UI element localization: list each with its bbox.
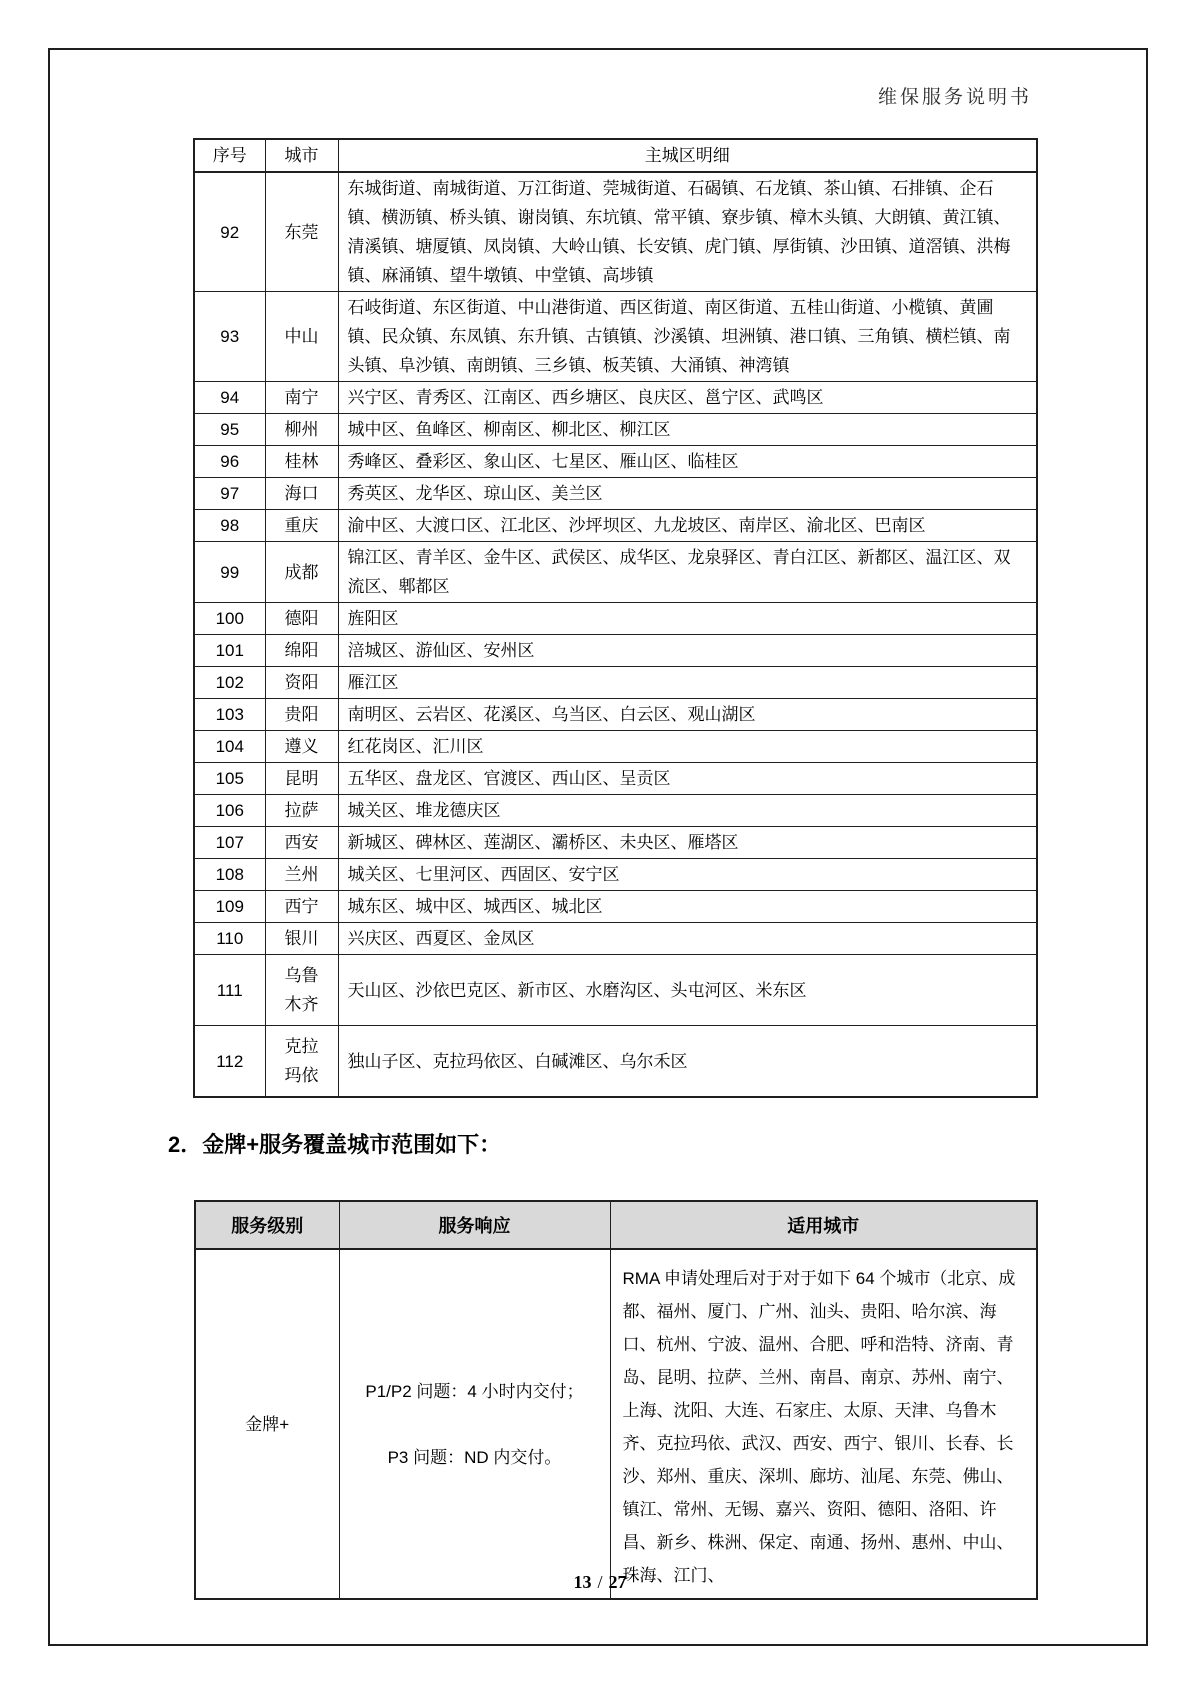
column-header-no: 序号 — [194, 139, 265, 172]
districts-cell: 新城区、碑林区、莲湖区、灞桥区、未央区、雁塔区 — [338, 827, 1037, 859]
row-number-cell: 103 — [194, 699, 265, 731]
districts-cell: 渝中区、大渡口区、江北区、沙坪坝区、九龙坡区、南岸区、渝北区、巴南区 — [338, 510, 1037, 542]
districts-cell: 旌阳区 — [338, 603, 1037, 635]
districts-cell: 兴宁区、青秀区、江南区、西乡塘区、良庆区、邕宁区、武鸣区 — [338, 382, 1037, 414]
column-header-applicable-cities: 适用城市 — [610, 1201, 1037, 1249]
table-row — [194, 292, 1037, 382]
table-row — [194, 635, 1037, 667]
footer-page-number: 13 — [573, 1572, 592, 1592]
districts-cell: 秀英区、龙华区、琼山区、美兰区 — [338, 478, 1037, 510]
city-name-cell: 拉萨 — [265, 795, 338, 827]
footer-total-pages: 27 — [608, 1572, 627, 1592]
districts-cell: 兴庆区、西夏区、金凤区 — [338, 923, 1037, 955]
row-number-cell: 107 — [194, 827, 265, 859]
table-row — [194, 859, 1037, 891]
city-name-cell: 遵义 — [265, 731, 338, 763]
city-name-cell: 海口 — [265, 478, 338, 510]
districts-cell: 涪城区、游仙区、安州区 — [338, 635, 1037, 667]
districts-cell: 东城街道、南城街道、万江街道、莞城街道、石碣镇、石龙镇、茶山镇、石排镇、企石镇、横沥镇、桥头镇、谢岗镇、东坑镇、常平镇、寮步镇、樟木头镇、大朗镇、黄江镇、清溪镇、塘厦镇、凤岗镇、大岭山镇、长安镇、虎门镇、厚街镇、沙田镇、道滘镇、洪梅镇、麻涌镇、望牛墩镇、中堂镇、高埗镇 — [338, 172, 1037, 292]
city-name-cell: 中山 — [265, 292, 338, 382]
row-number-cell: 96 — [194, 446, 265, 478]
districts-cell: 五华区、盘龙区、官渡区、西山区、呈贡区 — [338, 763, 1037, 795]
row-number-cell: 111 — [194, 955, 265, 1026]
city-name-cell: 乌鲁木齐 — [265, 955, 338, 1026]
service-response-cell — [339, 1249, 610, 1599]
table-row — [194, 763, 1037, 795]
table-row — [194, 414, 1037, 446]
city-name-cell: 成都 — [265, 542, 338, 603]
table-row — [194, 510, 1037, 542]
city-name-cell: 桂林 — [265, 446, 338, 478]
document-title-header: 维保服务说明书 — [877, 87, 1032, 108]
row-number-cell: 112 — [194, 1026, 265, 1098]
table-row — [194, 827, 1037, 859]
districts-cell: 独山子区、克拉玛依区、白碱滩区、乌尔禾区 — [338, 1026, 1037, 1098]
city-name-cell: 昆明 — [265, 763, 338, 795]
districts-cell: 城关区、七里河区、西固区、安宁区 — [338, 859, 1037, 891]
row-number-cell: 105 — [194, 763, 265, 795]
row-number-cell: 100 — [194, 603, 265, 635]
city-name-cell: 兰州 — [265, 859, 338, 891]
row-number-cell: 106 — [194, 795, 265, 827]
table-row — [195, 1249, 1037, 1599]
city-name-cell: 西宁 — [265, 891, 338, 923]
table-row — [194, 446, 1037, 478]
city-name-cell: 重庆 — [265, 510, 338, 542]
city-table-header-row — [194, 139, 1037, 172]
city-name-cell: 资阳 — [265, 667, 338, 699]
city-name-cell: 银川 — [265, 923, 338, 955]
gold-plus-service-table — [194, 1200, 1038, 1600]
row-number-cell: 109 — [194, 891, 265, 923]
districts-cell: 秀峰区、叠彩区、象山区、七星区、雁山区、临桂区 — [338, 446, 1037, 478]
table-row — [194, 667, 1037, 699]
footer-separator: / — [597, 1572, 603, 1592]
city-name-cell: 贵阳 — [265, 699, 338, 731]
row-number-cell: 92 — [194, 172, 265, 292]
table-row — [194, 382, 1037, 414]
districts-cell: 红花岗区、汇川区 — [338, 731, 1037, 763]
city-name-cell: 克拉玛依 — [265, 1026, 338, 1098]
districts-cell: 雁江区 — [338, 667, 1037, 699]
service-table-header-row — [195, 1201, 1037, 1249]
column-header-districts: 主城区明细 — [338, 139, 1037, 172]
row-number-cell: 108 — [194, 859, 265, 891]
districts-cell: 城中区、鱼峰区、柳南区、柳北区、柳江区 — [338, 414, 1037, 446]
table-row — [194, 172, 1037, 292]
row-number-cell: 93 — [194, 292, 265, 382]
table-row — [194, 1026, 1037, 1098]
table-row — [194, 731, 1037, 763]
city-name-cell: 西安 — [265, 827, 338, 859]
column-header-city: 城市 — [265, 139, 338, 172]
row-number-cell: 101 — [194, 635, 265, 667]
row-number-cell: 102 — [194, 667, 265, 699]
table-row — [194, 542, 1037, 603]
row-number-cell: 94 — [194, 382, 265, 414]
service-level-cell: 金牌+ — [195, 1249, 339, 1599]
section-heading: 2．金牌+服务覆盖城市范围如下： — [168, 1132, 502, 1157]
districts-cell: 南明区、云岩区、花溪区、乌当区、白云区、观山湖区 — [338, 699, 1037, 731]
column-header-service-response: 服务响应 — [339, 1201, 610, 1249]
table-row — [194, 795, 1037, 827]
table-row — [194, 603, 1037, 635]
city-name-cell: 东莞 — [265, 172, 338, 292]
row-number-cell: 98 — [194, 510, 265, 542]
city-name-cell: 南宁 — [265, 382, 338, 414]
row-number-cell: 97 — [194, 478, 265, 510]
districts-cell: 石岐街道、东区街道、中山港街道、西区街道、南区街道、五桂山街道、小榄镇、黄圃镇、民众镇、东凤镇、东升镇、古镇镇、沙溪镇、坦洲镇、港口镇、三角镇、横栏镇、南头镇、阜沙镇、南朗镇、三乡镇、板芙镇、大涌镇、神湾镇 — [338, 292, 1037, 382]
response-line-p1p2: P1/P2 问题：4 小时内交付； — [365, 1381, 584, 1401]
city-coverage-table — [193, 138, 1038, 1098]
districts-cell: 天山区、沙依巴克区、新市区、水磨沟区、头屯河区、米东区 — [338, 955, 1037, 1026]
districts-cell: 城关区、堆龙德庆区 — [338, 795, 1037, 827]
row-number-cell: 95 — [194, 414, 265, 446]
applicable-cities-cell: RMA 申请处理后对于对于如下 64 个城市（北京、成都、福州、厦门、广州、汕头、贵阳、哈尔滨、海口、杭州、宁波、温州、合肥、呼和浩特、济南、青岛、昆明、拉萨、兰州、南昌、南京、苏州、南宁、上海、沈阳、大连、石家庄、太原、天津、乌鲁木齐、克拉玛依、武汉、西安、西宁、银川、长春、长沙、郑州、重庆、深圳、廊坊、汕尾、东莞、佛山、镇江、常州、无锡、嘉兴、资阳、德阳、洛阳、许昌、新乡、株洲、保定、南通、扬州、惠州、中山、珠海、江门、 — [610, 1249, 1037, 1599]
column-header-service-level: 服务级别 — [195, 1201, 339, 1249]
page-footer — [0, 1572, 1200, 1593]
districts-cell: 城东区、城中区、城西区、城北区 — [338, 891, 1037, 923]
city-name-cell: 绵阳 — [265, 635, 338, 667]
city-table-body — [194, 172, 1037, 1097]
table-row — [194, 891, 1037, 923]
response-line-p3: P3 问题：ND 内交付。 — [387, 1447, 562, 1467]
table-row — [194, 478, 1037, 510]
row-number-cell: 104 — [194, 731, 265, 763]
row-number-cell: 110 — [194, 923, 265, 955]
row-number-cell: 99 — [194, 542, 265, 603]
districts-cell: 锦江区、青羊区、金牛区、武侯区、成华区、龙泉驿区、青白江区、新都区、温江区、双流区、郫都区 — [338, 542, 1037, 603]
table-row — [194, 699, 1037, 731]
city-name-cell: 德阳 — [265, 603, 338, 635]
table-row — [194, 923, 1037, 955]
city-name-cell: 柳州 — [265, 414, 338, 446]
table-row — [194, 955, 1037, 1026]
